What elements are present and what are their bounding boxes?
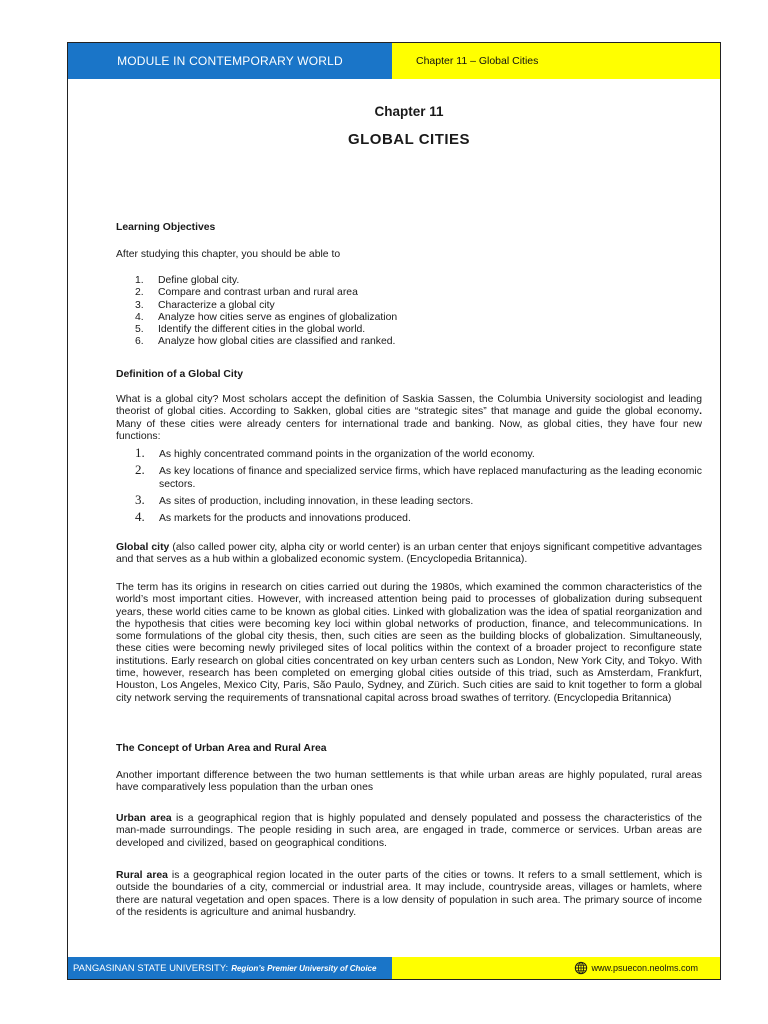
list-item-text: As highly concentrated command points in the organization of the world economy. [159, 449, 535, 460]
chapter-label: Chapter 11 – Global Cities [392, 43, 720, 79]
list-item-text: Identify the different cities in the global world. [158, 324, 366, 336]
list-item-text: Define global city. [158, 275, 240, 286]
definition-bold-period: . [699, 406, 702, 418]
list-item-number: 4. [135, 509, 145, 525]
urban-rural-intro: Another important difference between the two human settlements is that while urban areas are highly populated, rural areas have comparatively less population than the urban ones [116, 770, 702, 794]
list-item-number: 3. [135, 299, 144, 311]
list-item [135, 324, 397, 336]
list-item [135, 312, 397, 324]
chapter-title: GLOBAL CITIES [347, 131, 471, 148]
global-city-definition [116, 542, 702, 567]
learning-objectives-list [135, 275, 397, 349]
list-item-text: As sites of production, including innovation, in these leading sectors. [159, 495, 474, 507]
module-title: MODULE IN CONTEMPORARY WORLD [68, 43, 392, 79]
page-header [68, 43, 720, 79]
urban-area-term: Urban area [116, 813, 172, 824]
learning-objectives-heading: Learning Objectives [116, 222, 216, 233]
urban-rural-heading: The Concept of Urban Area and Rural Area [116, 743, 327, 754]
website-link[interactable]: www.psuecon.neolms.com [591, 963, 698, 973]
list-item [135, 511, 702, 525]
list-item-text: As key locations of finance and specialized service firms, which have replaced manufacturing as the leading economic sectors. [159, 466, 702, 490]
definition-paragraph [116, 394, 702, 443]
global-city-term: Global city [116, 542, 170, 553]
rural-area-text: is a geographical region located in the outer parts of the cities or towns. It refers to a small settlement, which is outside the boundaries of a city, commercial or industrial area. It may include, countryside areas, villages or hamlets, where there are natural vegetation and open spaces. There is a low density of population in such area. The primary source of income of the residents is agriculture and animal husbandry. [116, 870, 703, 918]
list-item-number: 5. [135, 324, 144, 336]
rural-area-term: Rural area [116, 870, 168, 881]
list-item [135, 275, 397, 287]
global-city-text: (also called power city, alpha city or world center) is an urban center that enjoys significant competitive advantages and that serves as a hub within a globalized economic system. (Encyclopedia Britannica). [116, 542, 703, 566]
list-item-text: Analyze how global cities are classified and ranked. [158, 336, 396, 348]
list-item [135, 447, 702, 461]
global-city-functions-list [135, 447, 702, 528]
list-item-text: Characterize a global city [158, 299, 275, 311]
urban-area-text: is a geographical region that is highly populated and densely populated and possess the characteristics of the man-made surroundings. The people residing in such area, are engaged in trade, commerce or services. Urban areas are developed and civilized, based on geographical conditions. [116, 813, 702, 849]
list-item-number: 2. [135, 462, 145, 478]
definition-heading: Definition of a Global City [116, 369, 243, 380]
list-item-number: 6. [135, 336, 144, 348]
document-page [67, 42, 721, 980]
list-item-number: 1. [135, 275, 144, 286]
list-item-number: 3. [135, 491, 145, 507]
definition-text-part2: Many of these cities were already centers for international trade and banking. Now, as global cities, they have four new functions: [116, 418, 702, 442]
list-item-number: 2. [135, 287, 144, 299]
list-item [135, 491, 702, 508]
globe-icon [574, 961, 588, 975]
list-item-text: Compare and contrast urban and rural area [158, 287, 358, 299]
university-name: PANGASINAN STATE UNIVERSITY: [73, 962, 229, 974]
list-item [135, 300, 397, 312]
footer-university [68, 957, 392, 979]
definition-text-part1: What is a global city? Most scholars accept the definition of Saskia Sassen, the Columbia University sociologist and leading theorist of global cities. According to Sakken, global cities are “strategic sites” that manage and guide the global economy [116, 394, 702, 418]
rural-area-definition [116, 870, 702, 919]
list-item-text: Analyze how cities serve as engines of globalization [158, 311, 398, 323]
university-tagline: Region’s Premier University of Choice [231, 963, 377, 973]
learning-objectives-intro: After studying this chapter, you should be able to [116, 249, 341, 260]
list-item [135, 464, 702, 491]
page-footer [68, 957, 720, 979]
list-item-number: 4. [135, 311, 144, 323]
urban-area-definition [116, 813, 702, 850]
list-item [135, 336, 397, 348]
footer-website[interactable] [392, 957, 720, 979]
list-item-text: As markets for the products and innovations produced. [159, 513, 411, 525]
list-item [135, 287, 397, 299]
chapter-number: Chapter 11 [374, 104, 444, 119]
list-item-number: 1. [135, 445, 145, 460]
global-city-history-paragraph: The term has its origins in research on cities carried out during the 1980s, which examined the common characteristics of the world’s most important cities. However, with increased attention being paid to processes of globalization during subsequent years, these world cities came to be known as global cities. Linked with globalization was the idea of spatial reorganization and the hypothesis that cities were becoming key loci within global networks of production, finance, and telecommunications. In some formulations of the global city thesis, then, such cities are seen as the building blocks of globalization. Simultaneously, these cities were becoming newly privileged sites of local politics within the context of a broader project to reconfigure state institutions. Early research on global cities concentrated on key urban centers such as London, New York City, and Tokyo. With time, however, research has been completed on emerging global cities outside of this triad, such as Amsterdam, Frankfurt, Houston, Los Angeles, Mexico City, Paris, São Paulo, Sydney, and Zürich. Such cities are said to knit together to form a global city network serving the requirements of transnational capital across broad swathes of territory. (Encyclopedia Britannica) [116, 582, 702, 704]
